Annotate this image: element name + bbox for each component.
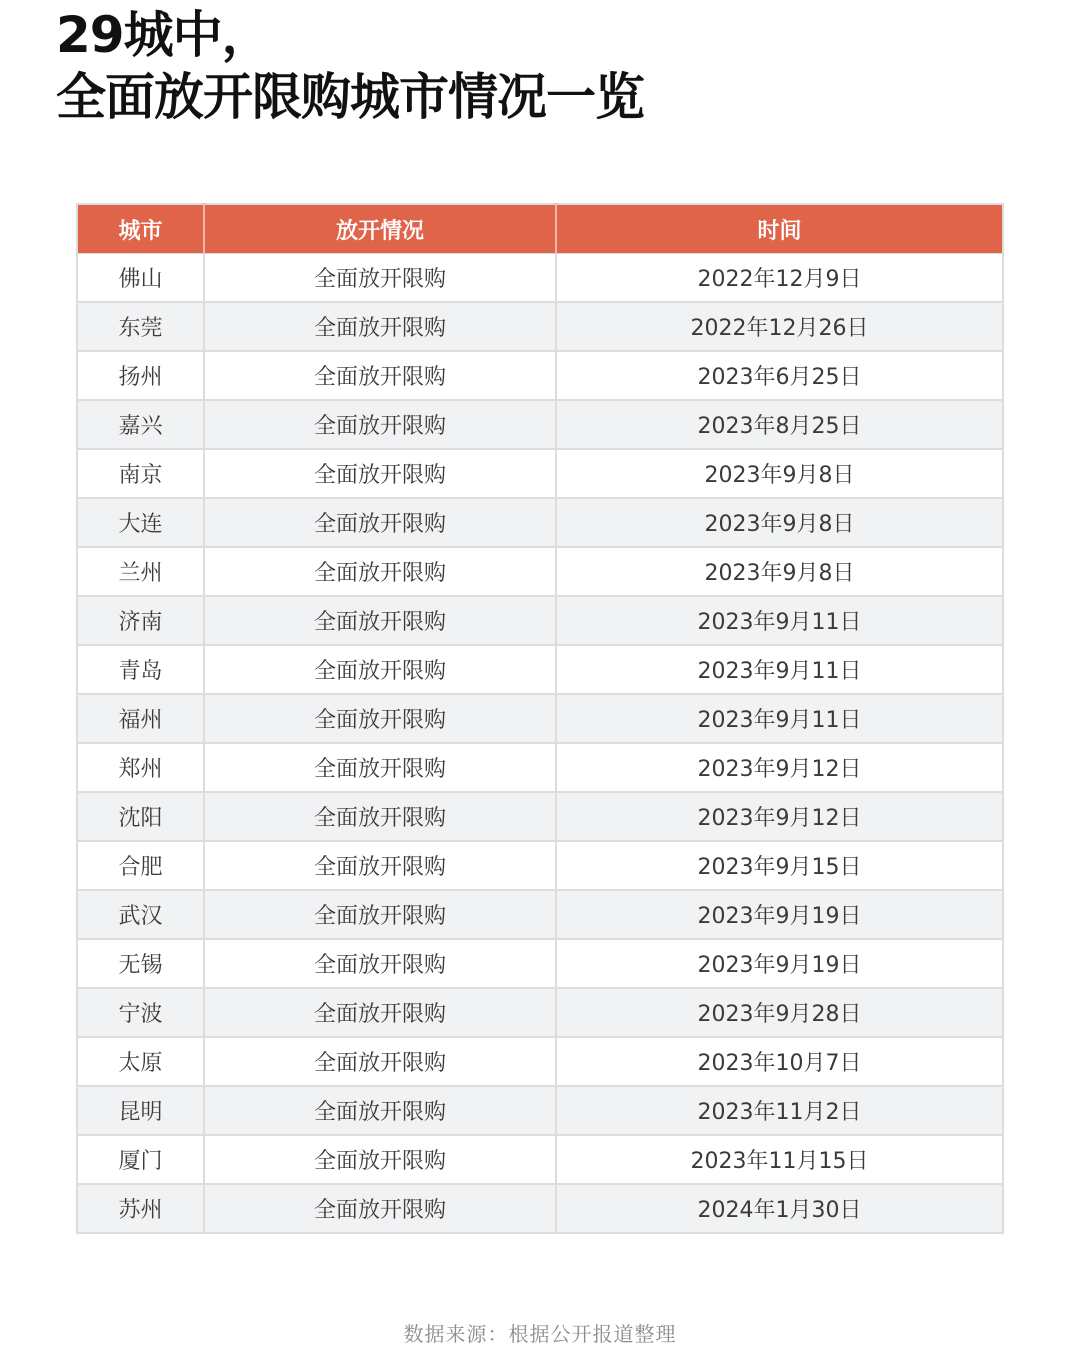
cell-date: 2023年11月15日 [556, 1135, 1003, 1184]
cell-status: 全面放开限购 [204, 939, 556, 988]
cell-city: 南京 [77, 449, 204, 498]
title-line-1: 29城中， [56, 6, 271, 64]
cell-status: 全面放开限购 [204, 988, 556, 1037]
cell-status: 全面放开限购 [204, 302, 556, 351]
cell-status: 全面放开限购 [204, 645, 556, 694]
cell-date: 2023年6月25日 [556, 351, 1003, 400]
cell-date: 2023年9月8日 [556, 547, 1003, 596]
cell-status: 全面放开限购 [204, 498, 556, 547]
table-row [77, 596, 1003, 645]
cell-date: 2023年9月19日 [556, 939, 1003, 988]
cell-city: 郑州 [77, 743, 204, 792]
cell-city: 济南 [77, 596, 204, 645]
cell-status: 全面放开限购 [204, 841, 556, 890]
cell-status: 全面放开限购 [204, 792, 556, 841]
table-row [77, 1135, 1003, 1184]
cell-status: 全面放开限购 [204, 743, 556, 792]
cell-date: 2023年9月11日 [556, 596, 1003, 645]
page-title [56, 4, 644, 128]
table-row [77, 1086, 1003, 1135]
cell-date: 2023年11月2日 [556, 1086, 1003, 1135]
table-row [77, 449, 1003, 498]
cell-status: 全面放开限购 [204, 890, 556, 939]
cell-city: 沈阳 [77, 792, 204, 841]
cell-date: 2023年9月19日 [556, 890, 1003, 939]
table-row [77, 743, 1003, 792]
cell-date: 2023年9月11日 [556, 694, 1003, 743]
cell-status: 全面放开限购 [204, 1086, 556, 1135]
header-date: 时间 [556, 204, 1003, 254]
cell-date: 2023年8月25日 [556, 400, 1003, 449]
cell-date: 2023年9月28日 [556, 988, 1003, 1037]
header-status: 放开情况 [204, 204, 556, 254]
cell-date: 2023年10月7日 [556, 1037, 1003, 1086]
cell-status: 全面放开限购 [204, 694, 556, 743]
data-source-note: 数据来源：根据公开报道整理 [403, 1322, 677, 1346]
cell-status: 全面放开限购 [204, 254, 556, 303]
table-row [77, 547, 1003, 596]
title-line-2: 全面放开限购城市情况一览 [56, 68, 644, 126]
cell-date: 2023年9月8日 [556, 449, 1003, 498]
cell-date: 2024年1月30日 [556, 1184, 1003, 1233]
header-row [77, 204, 1003, 254]
cell-city: 青岛 [77, 645, 204, 694]
cell-city: 太原 [77, 1037, 204, 1086]
cell-city: 佛山 [77, 254, 204, 303]
cell-status: 全面放开限购 [204, 547, 556, 596]
table-row [77, 498, 1003, 547]
table-row [77, 939, 1003, 988]
city-policy-table [76, 203, 1004, 1234]
table-row [77, 1184, 1003, 1233]
cell-status: 全面放开限购 [204, 596, 556, 645]
header-city: 城市 [77, 204, 204, 254]
cell-city: 福州 [77, 694, 204, 743]
cell-city: 武汉 [77, 890, 204, 939]
table-row [77, 1037, 1003, 1086]
cell-city: 大连 [77, 498, 204, 547]
cell-city: 宁波 [77, 988, 204, 1037]
table-row [77, 694, 1003, 743]
cell-date: 2022年12月26日 [556, 302, 1003, 351]
city-table-container [76, 203, 1002, 1234]
table-body [77, 254, 1003, 1234]
cell-status: 全面放开限购 [204, 1135, 556, 1184]
cell-city: 厦门 [77, 1135, 204, 1184]
table-row [77, 351, 1003, 400]
cell-city: 无锡 [77, 939, 204, 988]
table-row [77, 302, 1003, 351]
table-row [77, 890, 1003, 939]
cell-date: 2023年9月8日 [556, 498, 1003, 547]
cell-city: 兰州 [77, 547, 204, 596]
cell-date: 2023年9月11日 [556, 645, 1003, 694]
cell-status: 全面放开限购 [204, 449, 556, 498]
cell-date: 2022年12月9日 [556, 254, 1003, 303]
table-row [77, 645, 1003, 694]
table-row [77, 988, 1003, 1037]
cell-city: 扬州 [77, 351, 204, 400]
cell-status: 全面放开限购 [204, 351, 556, 400]
cell-city: 东莞 [77, 302, 204, 351]
cell-date: 2023年9月12日 [556, 792, 1003, 841]
cell-status: 全面放开限购 [204, 1037, 556, 1086]
cell-city: 合肥 [77, 841, 204, 890]
table-header [77, 204, 1003, 254]
table-row [77, 254, 1003, 303]
table-row [77, 792, 1003, 841]
cell-city: 昆明 [77, 1086, 204, 1135]
cell-date: 2023年9月15日 [556, 841, 1003, 890]
cell-city: 苏州 [77, 1184, 204, 1233]
cell-city: 嘉兴 [77, 400, 204, 449]
table-row [77, 400, 1003, 449]
cell-status: 全面放开限购 [204, 400, 556, 449]
cell-status: 全面放开限购 [204, 1184, 556, 1233]
cell-date: 2023年9月12日 [556, 743, 1003, 792]
table-row [77, 841, 1003, 890]
